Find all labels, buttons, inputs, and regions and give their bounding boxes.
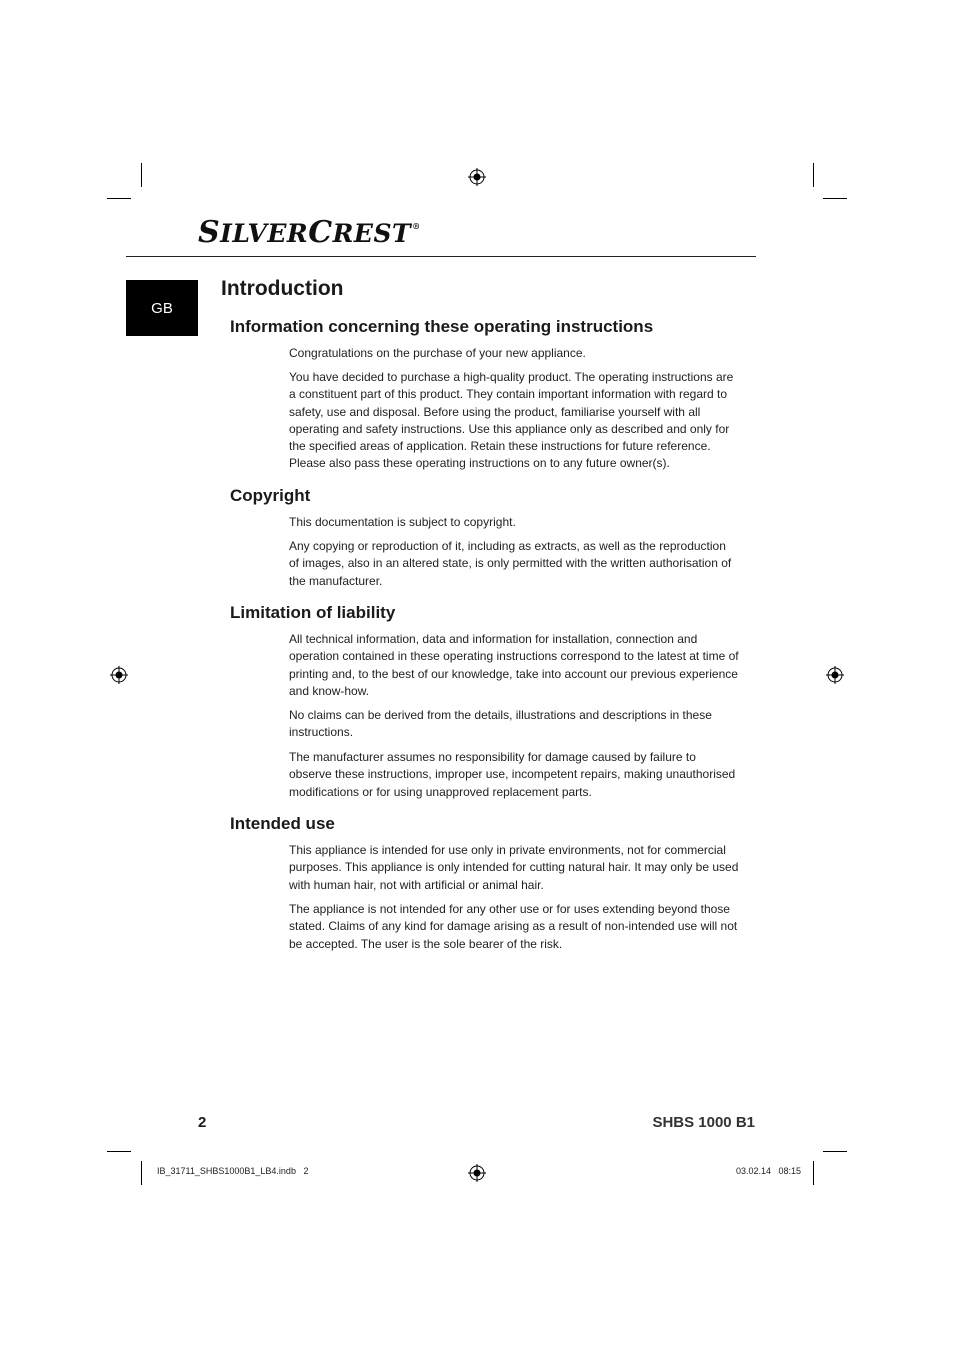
registration-mark-icon <box>468 168 486 186</box>
paragraph: The appliance is not intended for any other use or for uses extending beyond those stated. Claims of any kind for damage arising as a result of non-intended use will not be accepted. The user is the sole bearer of the risk. <box>289 902 738 951</box>
page-title: Introduction <box>221 277 344 300</box>
crop-mark <box>813 163 814 187</box>
paragraph: All technical information, data and information for installation, connection and operation contained in these operating instructions correspond to the latest at time of printing and, to the best of our knowledge, take into account our previous experience and know-how. <box>289 632 739 698</box>
crop-mark <box>107 198 131 199</box>
print-slug-file: IB_31711_SHBS1000B1_LB4.indb 2 <box>157 1166 309 1176</box>
page-number: 2 <box>198 1114 207 1131</box>
paragraph: You have decided to purchase a high-quality product. The operating instructions are a constituent part of this product. They contain important information with regard to safety, use and disposal. Before using the product, familiarise yourself with all operating and safety instructions. Use this appliance only as described and only for the specified areas of application. Retain these instructions for future reference. Please also pass these operating instructions on to any future owner(s). <box>289 370 734 471</box>
header-rule <box>126 256 756 257</box>
registration-mark-icon <box>110 666 128 684</box>
paragraph: This appliance is intended for use only in private environments, not for commercial purposes. This appliance is only intended for cutting natural hair. It may only be used with human hair, not with artificial or animal hair. <box>289 843 739 892</box>
registration-mark-icon <box>826 666 844 684</box>
paragraph: No claims can be derived from the details, illustrations and descriptions in these instructions. <box>289 708 712 740</box>
crop-mark <box>107 1151 131 1152</box>
print-slug-date: 03.02.14 08:15 <box>736 1166 802 1176</box>
paragraph: This documentation is subject to copyright. <box>289 515 516 529</box>
crop-mark <box>141 1161 142 1185</box>
section-heading: Limitation of liability <box>230 603 396 622</box>
paragraph: Congratulations on the purchase of your new appliance. <box>289 346 586 360</box>
registration-mark-icon <box>468 1164 486 1182</box>
crop-mark <box>141 163 142 187</box>
language-tab-label: GB <box>151 299 173 317</box>
model-number: SHBS 1000 B1 <box>652 1114 755 1131</box>
section-heading: Information concerning these operating instructions <box>230 317 654 336</box>
crop-mark <box>813 1161 814 1185</box>
silvercrest-logo: SILVERCREST® <box>198 215 421 250</box>
crop-mark <box>823 1151 847 1152</box>
section-heading: Intended use <box>230 814 335 833</box>
paragraph: Any copying or reproduction of it, including as extracts, as well as the reproduction of images, also in an altered state, is only permitted with the written authorisation of the manufacturer. <box>289 539 732 588</box>
crop-mark <box>823 198 847 199</box>
section-heading: Copyright <box>230 486 311 505</box>
language-tab <box>126 280 198 336</box>
paragraph: The manufacturer assumes no responsibility for damage caused by failure to observe these instructions, improper use, incompetent repairs, making unauthorised modifications or for using unapproved replacement parts. <box>289 750 736 799</box>
